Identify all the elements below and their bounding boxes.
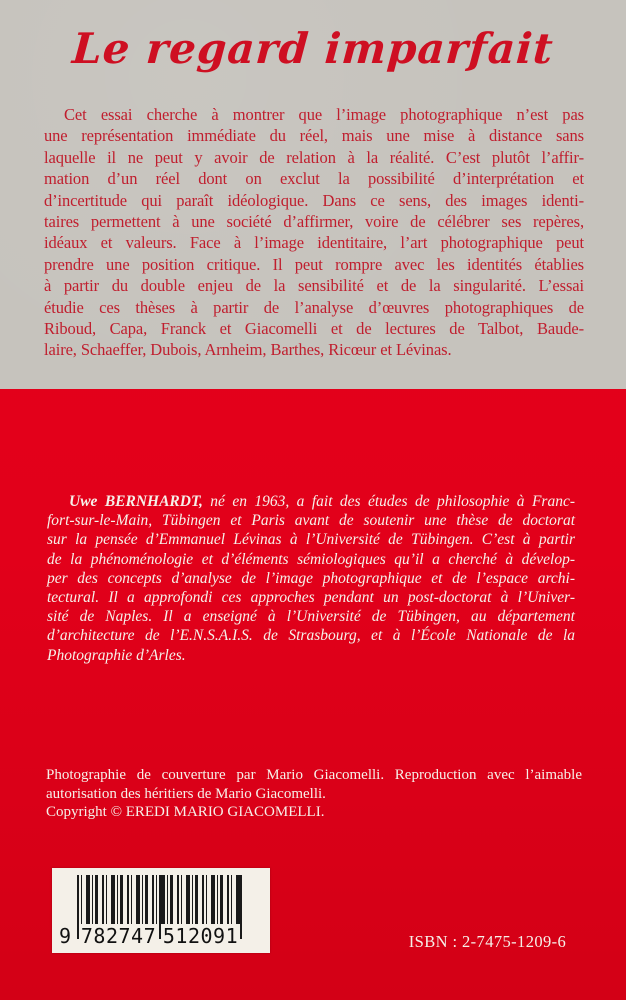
photo-credit-line: Photographie de couverture par Mario Giacomelli. Reproduction avec l’aimable xyxy=(46,767,582,783)
author-bio-first-line xyxy=(47,492,575,511)
author-bio-first-line-text: né en 1963, a fait des études de philosophie à Franc- xyxy=(202,493,575,510)
synopsis-line: taires permettent à une société d’affirmer, voire de célébrer ses repères, xyxy=(44,212,584,232)
bio-line: Photographie d’Arles. xyxy=(47,646,186,664)
synopsis-line: laquelle il ne peut y avoir de relation à la réalité. C’est plutôt l’affir- xyxy=(44,147,584,167)
synopsis-line: à partir du double enjeu de la sensibilité et de la singularité. L’essai xyxy=(44,276,584,296)
bio-line: per des concepts d’analyse de l’image photographique et de l’espace archi- xyxy=(47,569,575,587)
bio-line: sité de Naples. Il a enseigné à l’Université de Tübingen, au département xyxy=(47,608,575,626)
synopsis-line: idéaux et valeurs. Face à l’image identitaire, l’art photographique peut xyxy=(44,233,584,253)
photo-credit-text xyxy=(46,766,582,803)
synopsis-line: Riboud, Capa, Franck et Giacomelli et de lectures de Talbot, Baude- xyxy=(44,319,584,339)
author-name: Uwe BERNHARDT, xyxy=(69,493,203,510)
barcode xyxy=(52,868,270,953)
bio-line: tectural. Il a approfondi ces approches pendant un post-doctorat à l’Univer- xyxy=(47,589,575,607)
barcode-digit-lead: 9 xyxy=(58,924,72,948)
isbn-number: ISBN : 2-7475-1209-6 xyxy=(408,932,567,951)
synopsis-line: Cet essai cherche à montrer que l’image photographique n’est pas xyxy=(64,105,584,124)
synopsis-line: d’incertitude qui paraît idéologique. Dans ce sens, des images identi- xyxy=(44,190,584,210)
book-title: Le regard imparfait xyxy=(70,24,556,73)
synopsis-line: prendre une position critique. Il peut rompre avec les identités établies xyxy=(44,254,584,274)
barcode-digit-group1: 782747 xyxy=(80,924,157,948)
copyright-line: Copyright © EREDI MARIO GIACOMELLI. xyxy=(46,804,325,821)
photo-credit-line: autorisation des héritiers de Mario Giacomelli. xyxy=(46,785,326,802)
synopsis-text xyxy=(44,104,584,361)
barcode-digit-group2: 512091 xyxy=(162,924,239,948)
synopsis-line: une représentation immédiate du réel, mais une mise à distance sans xyxy=(44,126,584,146)
bio-line: fort-sur-le-Main, Tübingen et Paris avant de soutenir une thèse de doctorat xyxy=(47,512,575,530)
author-bio-body xyxy=(47,511,575,665)
bio-line: d’architecture de l’E.N.S.A.I.S. de Strasbourg, et à l’École Nationale de la xyxy=(47,627,575,645)
synopsis-line: étudie ces thèses à partir de l’analyse d’œuvres photographiques de xyxy=(44,297,584,317)
bio-line: de la phénoménologie et d’éléments sémiologiques qu’il a cherché à dévelop- xyxy=(47,550,575,568)
barcode-digits xyxy=(52,924,270,950)
author-bio xyxy=(47,492,575,665)
photo-credits xyxy=(46,766,582,822)
synopsis-line: mation d’un réel dont on exclut la possibilité d’interprétation et xyxy=(44,169,584,189)
bio-line: sur la pensée d’Emmanuel Lévinas à l’Université de Tübingen. C’est à partir xyxy=(47,531,575,549)
synopsis-line: laire, Schaeffer, Dubois, Arnheim, Barthes, Ricœur et Lévinas. xyxy=(44,340,452,360)
summary-panel xyxy=(0,0,626,389)
